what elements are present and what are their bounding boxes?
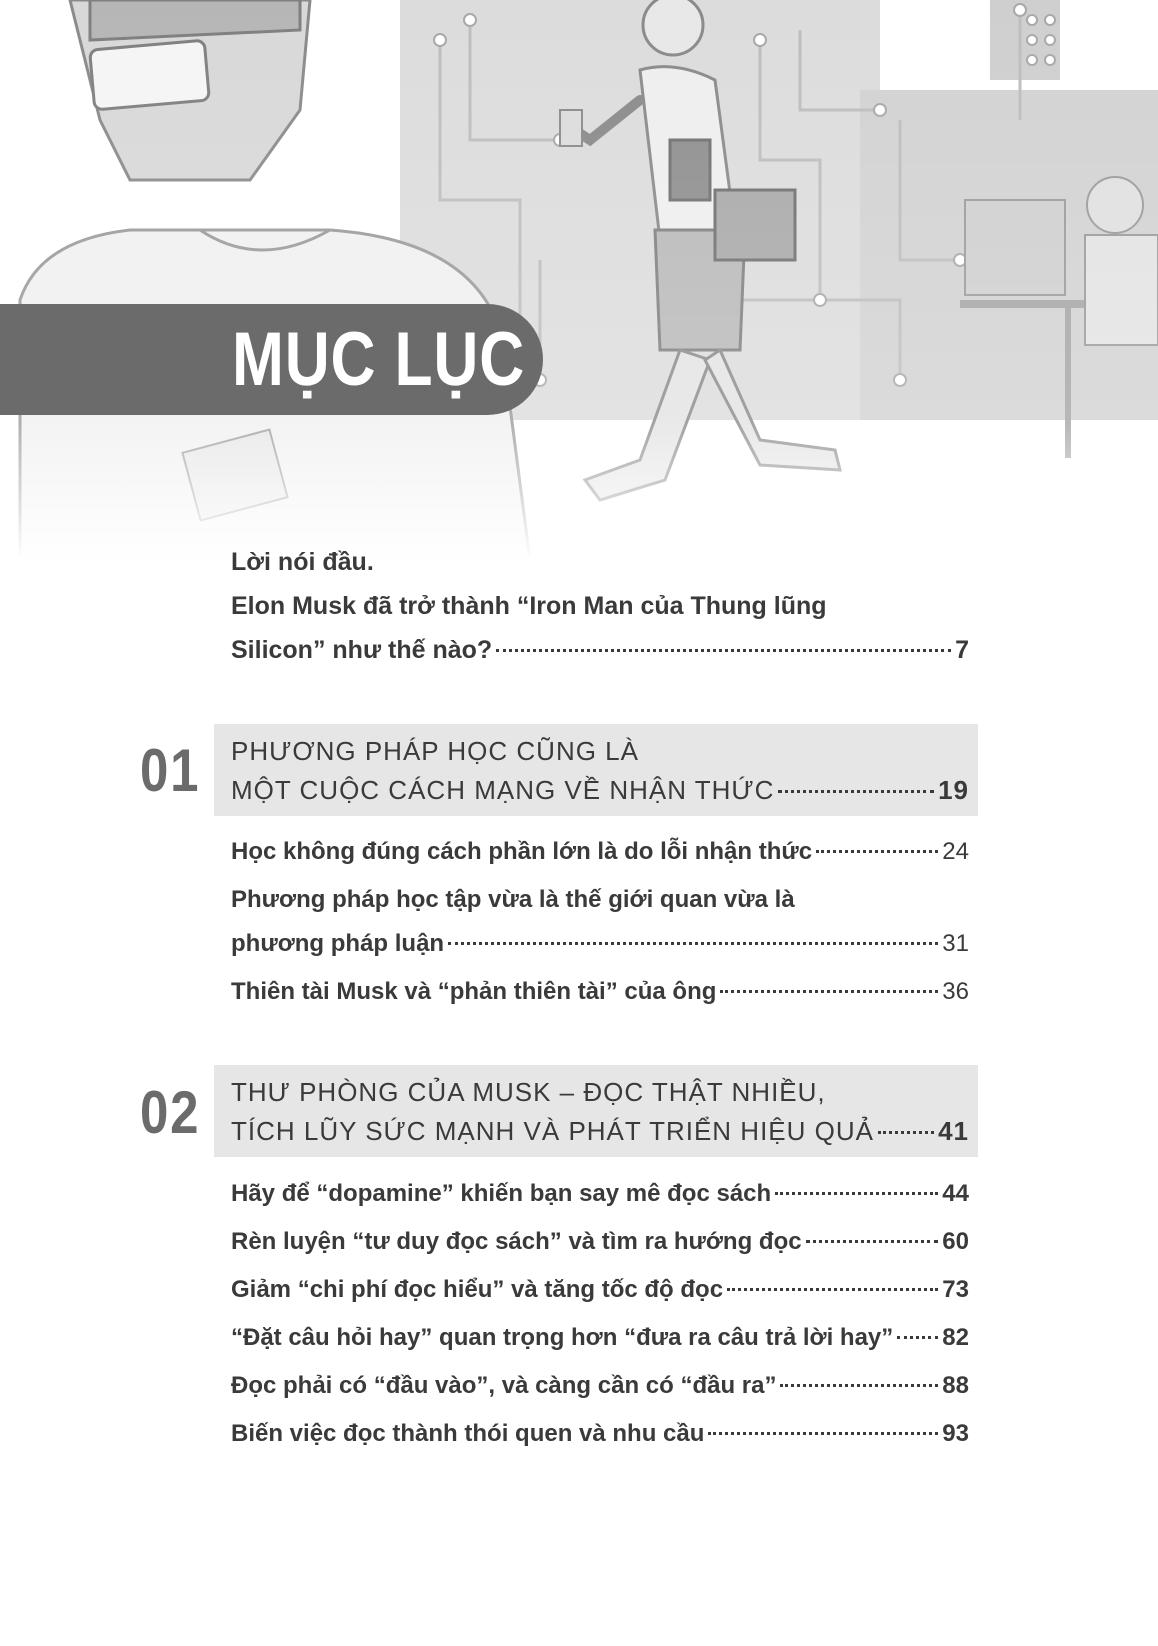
header-illustration <box>0 0 1158 560</box>
preface-line-3: Silicon” như thế nào? <box>231 636 493 664</box>
section-title: Thiên tài Musk và “phản thiên tài” của ông <box>231 978 717 1005</box>
chapter-02-title-line-1: THƯ PHÒNG CỦA MUSK – ĐỌC THẬT NHIỀU, <box>231 1077 826 1107</box>
section-title-line-1: Phương pháp học tập vừa là thế giới quan vừa là <box>231 886 795 913</box>
chapter-02-section-3 <box>231 1268 969 1312</box>
chapter-01-title-line-1: PHƯƠNG PHÁP HỌC CŨNG LÀ <box>231 736 639 766</box>
section-title: Giảm “chi phí đọc hiểu” và tăng tốc độ đọc <box>231 1276 724 1303</box>
section-page: 60 <box>942 1228 969 1255</box>
dot-leader <box>708 1432 938 1435</box>
chapter-01-section-3 <box>231 970 969 1014</box>
chapter-02-number: 02 <box>140 1079 201 1146</box>
chapter-01-section-2 <box>231 878 969 966</box>
section-title: Rèn luyện “tư duy đọc sách” và tìm ra hướng đọc <box>231 1228 802 1255</box>
dot-leader <box>778 790 934 793</box>
page-title: MỤC LỤC <box>232 317 526 402</box>
dot-leader <box>806 1240 939 1243</box>
dot-leader <box>496 649 951 652</box>
dot-leader <box>775 1192 938 1195</box>
chapter-02-page: 41 <box>938 1116 969 1146</box>
chapter-01-title <box>231 732 969 810</box>
section-page: 93 <box>942 1420 969 1447</box>
chapter-01-section-1 <box>231 830 969 874</box>
preface-line-1: Lời nói đầu. <box>231 548 374 576</box>
dot-leader <box>780 1384 938 1387</box>
preface-page: 7 <box>955 636 969 664</box>
section-page: 44 <box>942 1180 969 1207</box>
section-page: 24 <box>942 838 969 865</box>
section-page: 73 <box>942 1276 969 1303</box>
dot-leader <box>897 1336 938 1339</box>
chapter-02-title-line-2: TÍCH LŨY SỨC MẠNH VÀ PHÁT TRIỂN HIỆU QUẢ <box>231 1116 874 1146</box>
dot-leader <box>727 1288 938 1291</box>
section-page: 88 <box>942 1372 969 1399</box>
preface-line-2: Elon Musk đã trở thành “Iron Man của Thung lũng <box>231 592 827 620</box>
chapter-02-title <box>231 1073 969 1151</box>
chapter-01-number: 01 <box>140 737 201 804</box>
section-page: 36 <box>942 978 969 1005</box>
dot-leader <box>720 990 938 993</box>
dot-leader <box>878 1131 934 1134</box>
section-title: Đọc phải có “đầu vào”, và càng cần có “đầu ra” <box>231 1372 777 1399</box>
chapter-02-section-5 <box>231 1364 969 1408</box>
chapter-02-section-4 <box>231 1316 969 1360</box>
section-page: 31 <box>942 930 969 957</box>
section-title: “Đặt câu hỏi hay” quan trọng hơn “đưa ra câu trả lời hay” <box>231 1324 894 1351</box>
section-title: Hãy để “dopamine” khiến bạn say mê đọc sách <box>231 1180 772 1207</box>
section-title-line-2: phương pháp luận <box>231 930 445 957</box>
dot-leader <box>816 850 938 853</box>
section-title: Biến việc đọc thành thói quen và nhu cầu <box>231 1420 705 1447</box>
chapter-02-section-1 <box>231 1172 969 1216</box>
chapter-02-section-6 <box>231 1412 969 1456</box>
section-page: 82 <box>942 1324 969 1351</box>
chapter-01-page: 19 <box>938 775 969 805</box>
chapter-02-section-2 <box>231 1220 969 1264</box>
chapter-01-title-line-2: MỘT CUỘC CÁCH MẠNG VỀ NHẬN THỨC <box>231 775 775 805</box>
dot-leader <box>448 942 938 945</box>
preface-entry <box>231 540 969 672</box>
section-title: Học không đúng cách phần lớn là do lỗi nhận thức <box>231 838 813 865</box>
